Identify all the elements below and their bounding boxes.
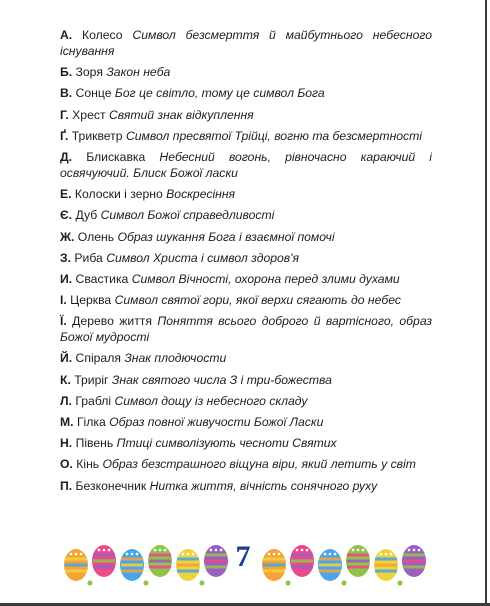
entry-term: Хрест — [72, 107, 106, 122]
entry-letter: И. — [60, 271, 73, 286]
entry-letter: Н. — [60, 436, 73, 451]
easter-egg-icon — [176, 549, 200, 581]
entry-term: Зоря — [75, 65, 103, 80]
easter-egg-icon — [120, 549, 144, 581]
easter-egg-icon — [64, 549, 88, 581]
easter-egg-icon — [148, 545, 172, 577]
symbol-entry — [60, 149, 432, 181]
entry-meaning: Поняття всього доброго й вартісного, образ Божої мудрості — [60, 314, 432, 345]
symbol-entry — [60, 456, 432, 472]
entry-letter: Д. — [60, 149, 73, 164]
entry-term: Церква — [70, 293, 112, 308]
entry-meaning: Символ Божої справедливості — [100, 208, 275, 223]
leaf-icon — [200, 581, 205, 586]
entry-term: Триріг — [74, 372, 109, 387]
entry-letter: М. — [60, 415, 74, 429]
entry-term: Спіраля — [75, 351, 121, 366]
entry-letter: З. — [60, 250, 72, 265]
entry-term: Сонце — [75, 86, 112, 101]
page-edge-right — [485, 0, 487, 606]
entry-term: Дуб — [75, 208, 98, 223]
entry-letter: Ї. — [60, 314, 67, 329]
entry-meaning: Знак плодючости — [124, 351, 227, 366]
entry-term: Кінь — [76, 457, 100, 472]
entry-meaning: Символ Вічності, охорона перед злими духами — [131, 271, 400, 286]
entry-letter: В. — [60, 86, 73, 101]
entry-meaning: Небесний вогонь, рівночасно караючий і освячуючий. Блиск Божої ласки — [60, 149, 432, 180]
entry-meaning: Символ безсмерття й майбутнього небесного існування — [60, 28, 433, 58]
entry-meaning: Святий знак відкуплення — [108, 107, 254, 122]
symbol-entry — [60, 128, 432, 144]
easter-egg-icon — [204, 545, 228, 577]
entry-meaning: Символ святої гори, якої верхи сягають до небес — [114, 293, 401, 308]
leaf-icon — [88, 581, 93, 586]
entry-letter: Г. — [60, 107, 69, 122]
entry-meaning: Бог це світло, тому це символ Бога — [114, 86, 325, 101]
entry-term: Дерево життя — [72, 314, 152, 329]
entry-term: Граблі — [75, 393, 112, 408]
entry-meaning: Нитка життя, вічність сонячного руху — [149, 478, 378, 493]
leaf-icon — [342, 581, 347, 586]
entry-term: Олень — [77, 229, 115, 244]
entry-letter: Ж. — [60, 229, 75, 244]
symbol-entry — [60, 85, 432, 101]
entry-term: Гілка — [76, 415, 106, 429]
entry-term: Свастика — [75, 271, 129, 286]
entry-letter: Є. — [60, 208, 73, 223]
entry-term: Трикветр — [71, 128, 123, 143]
easter-egg-icon — [290, 545, 314, 577]
leaf-icon — [286, 581, 291, 586]
symbol-entry — [60, 435, 432, 451]
entry-letter: К. — [60, 372, 71, 387]
symbol-entry — [60, 313, 432, 345]
entry-meaning: Символ пресвятої Трійці, вогню та безсмертності — [125, 128, 423, 143]
entry-meaning: Закон неба — [106, 65, 171, 80]
entry-meaning: Образ шукання Бога і взаємної помочі — [117, 229, 335, 244]
symbol-entry — [60, 186, 432, 202]
symbol-entry — [60, 27, 432, 59]
leaf-icon — [398, 581, 403, 586]
entry-letter: Ґ. — [60, 128, 69, 143]
entry-meaning: Символ дощу із небесного складу — [114, 393, 308, 408]
entry-term: Безконечник — [75, 478, 147, 493]
easter-egg-icon — [402, 545, 426, 577]
symbol-entry — [60, 292, 432, 308]
entry-term: Півень — [75, 436, 114, 451]
entry-letter: Л. — [60, 393, 72, 408]
entry-meaning: Образ безстрашного віщуна віри, який летить у світ — [102, 457, 416, 472]
easter-egg-icon — [346, 545, 370, 577]
easter-egg-icon — [374, 549, 398, 581]
entry-letter: І. — [60, 293, 67, 308]
symbol-entry — [60, 250, 432, 266]
entry-letter: Е. — [60, 187, 72, 202]
entry-letter: А. — [60, 28, 73, 42]
entry-meaning: Символ Христа і символ здоров'я — [106, 250, 299, 265]
entry-meaning: Птиці символізують чесноти Святих — [116, 436, 337, 451]
easter-egg-icon — [92, 545, 116, 577]
symbol-list — [60, 27, 432, 499]
symbol-entry — [60, 64, 432, 80]
easter-egg-icon — [318, 549, 342, 581]
symbol-entry — [60, 207, 432, 223]
entry-letter: Б. — [60, 65, 73, 80]
symbol-entry — [60, 271, 432, 287]
symbol-entry — [60, 350, 432, 366]
entry-term: Колесо — [82, 28, 123, 42]
symbol-entry — [60, 229, 432, 245]
entry-meaning: Знак святого числа З і три-божества — [111, 372, 332, 387]
leaf-icon — [144, 581, 149, 586]
symbol-entry — [60, 414, 432, 430]
easter-egg-icon — [262, 549, 286, 581]
entry-meaning: Воскресіння — [166, 187, 236, 202]
entry-meaning: Образ повної живучости Божої Ласки — [109, 415, 324, 429]
symbol-entry — [60, 478, 432, 494]
entry-letter: П. — [60, 478, 73, 493]
entry-letter: Й. — [60, 351, 73, 366]
symbol-entry — [60, 372, 432, 388]
entry-term: Риба — [74, 250, 103, 265]
page-number: 7 — [235, 540, 251, 573]
entry-term: Колоски і зерно — [74, 187, 163, 202]
entry-letter: О. — [60, 457, 73, 472]
entry-term: Блискавка — [86, 149, 146, 164]
symbol-entry — [60, 107, 432, 123]
symbol-entry — [60, 393, 432, 409]
